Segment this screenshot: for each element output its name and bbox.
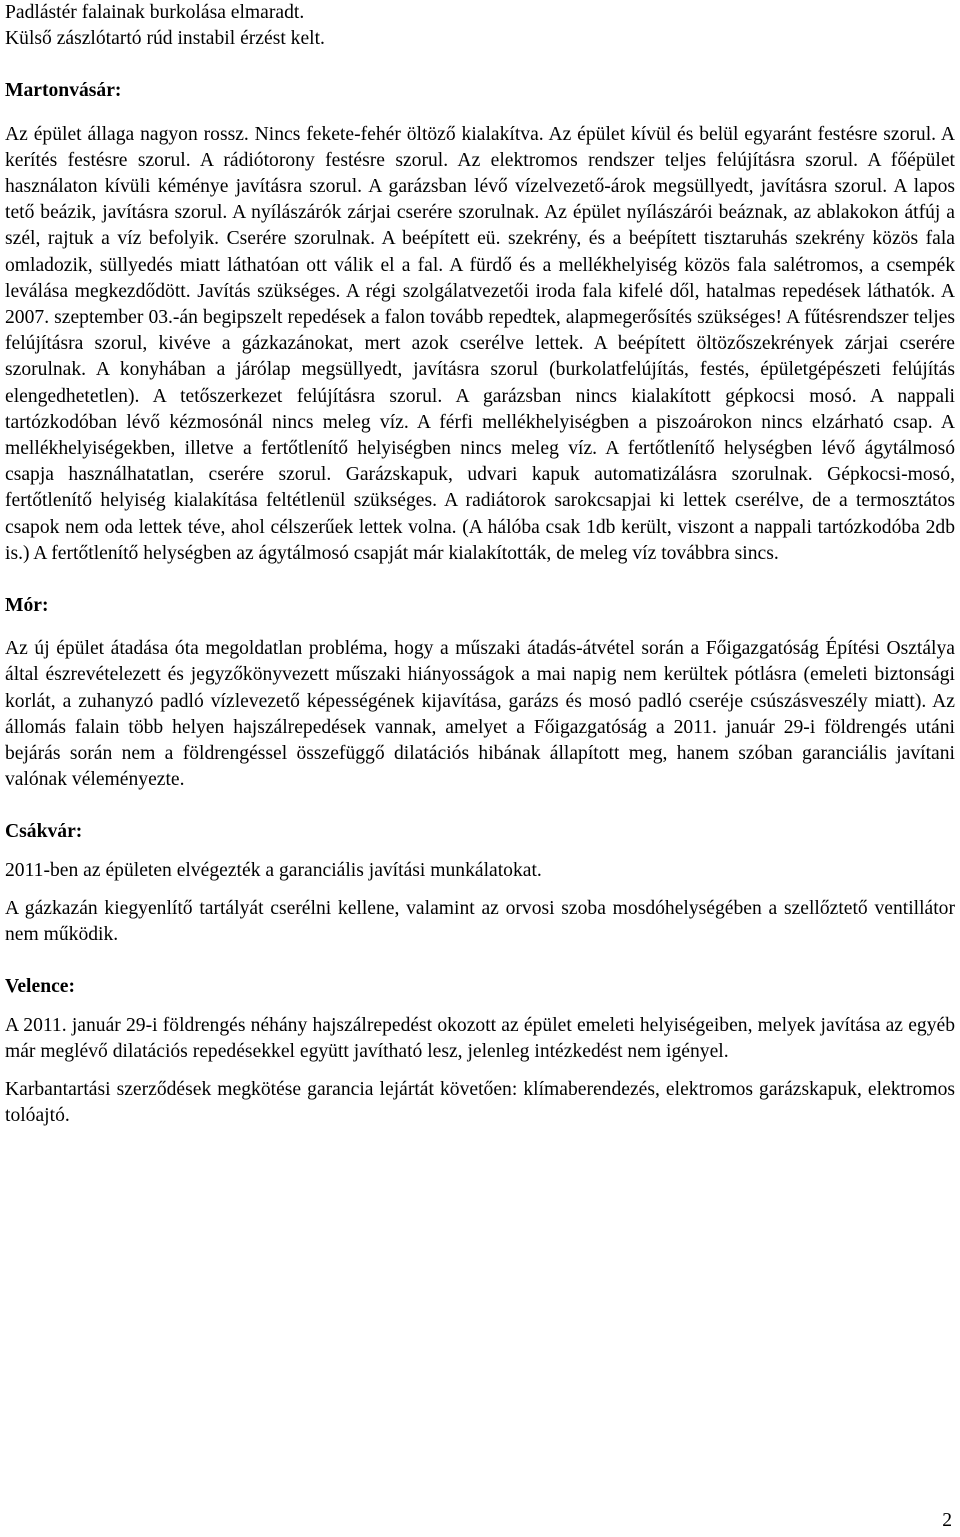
section-paragraph-velence-2: Karbantartási szerződések megkötése garancia lejártát követően: klímaberendezés, elektromos garázskapuk, elektromos tolóajtó. xyxy=(5,1078,955,1127)
intro-line: Padlástér falainak burkolása elmaradt. xyxy=(5,2,305,23)
section-paragraph-csakvar-1: 2011-ben az épületen elvégezték a garanciális javítási munkálatokat. xyxy=(5,859,542,881)
section-paragraph-csakvar-2: A gázkazán kiegyenlítő tartályát cserélni kellene, valamint az orvosi szoba mosdóhelységében a szellőztető ventillátor nem működik. xyxy=(5,897,955,946)
section-paragraph-velence-1: A 2011. január 29-i földrengés néhány hajszálrepedést okozott az épület emeleti helyiségeiben, melyek javítása az egyéb már meglévő dilatációs repedésekkel együtt javítható lesz, jelenleg intézkedést nem igényel. xyxy=(5,1014,955,1062)
section-heading-velence: Velence: xyxy=(5,976,76,998)
document-page xyxy=(5,0,955,1129)
section-paragraph-martonvasar: Az épület állaga nagyon rossz. Nincs fekete-fehér öltöző kialakítva. Az épület kívül és belül egyaránt festésre szorul. A kerítés festésre szorul. A rádiótorony festésre szorul. Az elektromos rendszer teljes felújításra szorul. A főépület használaton kívüli kéménye javításra szorul. A garázsban lévő vízelvezető-árok megsüllyedt, javításra szorul. A lapos tető beázik, javításra szorul. A nyílászárók zárjai cserére szorulnak. Az épület nyílászárói beáznak, az ablakokon átfúj a szél, rajtuk a víz befolyik. Cserére szorulnak. A beépített eü. szekrény, és a beépített tisztaruhás szekrény közös fala omladozik, süllyedés miatt láthatóan ott válik el a fal. A fürdő és a mellékhelyiség közös fala salétromos, a csempék leválása megkezdődött. Javítás szükséges. A régi szolgálatvezetői iroda fala kifelé dől, hatalmas repedések láthatók. A 2007. szeptember 03.-án begipszelt repedések a falon tovább repedtek, alapmegerősítés szükséges! A fűtésrendszer teljes felújításra szorul, kivéve a gázkazánokat, mert azok cserélve lettek. A beépített öltözőszekrények zárjai cserére szorulnak. A konyhában a járólap megsüllyedt, javításra szorul (burkolatfelújítás, festés, épületgépészeti felújítás elengedhetetlen). A tetőszerkezet felújításra szorul. A garázsban nincs kialakított gépkocsi mosó. A nappali tartózkodóban lévő kézmosónál nincs meleg víz. A férfi mellékhelyiségben a piszoárokon nincs elzárható csap. A mellékhelyiségekben, illetve a fertőtlenítő helyiségben nincs meleg víz. A fertőtlenítő helységben lévő ágytálmosó csapja használhatatlan, cserére szorul. Garázskapuk, udvari kapuk automatizálásra szorulnak. Gépkocsi-mosó, fertőtlenítő helyiség kialakítása feltétlenül szükséges. A radiátorok sarokcsapjai ki lettek cserélve, de a termosztátos csapok nem oda lettek téve, ahol célszerűek lettek volna. (A hálóba csak 1db került, viszont a nappali tartózkodóba 2db is.) A fertőtlenítő helységben az ágytálmosó csapját már kialakították, de meleg víz továbbra sincs. xyxy=(5,123,955,564)
intro-line: Külső zászlótartó rúd instabil érzést kelt. xyxy=(5,28,325,50)
section-heading-mor: Mór: xyxy=(5,595,49,617)
page-number: 2 xyxy=(942,1510,952,1531)
section-paragraph-mor: Az új épület átadása óta megoldatlan probléma, hogy a műszaki átadás-átvétel során a Főigazgatóság Építési Osztálya által észrevételezett és jegyzőkönyvezett műszaki hiányosságok a mai napig nem kerültek pótlásra (emeleti biztonsági korlát, a zuhanyzó padló vízlevezető képességének kijavítása, garázs és mosó padló cseréje csúszásveszély miatt). Az állomás falain több helyen hajszálrepedések vannak, amelyet a Főigazgatóság a 2011. január 29-i földrengés utáni bejárás során nem a földrengéssel összefüggő dilatációs hibának állapított meg, hanem szóban garanciális javítani valónak véleményezte. xyxy=(5,638,955,791)
section-heading-martonvasar: Martonvásár: xyxy=(5,80,122,102)
section-heading-csakvar: Csákvár: xyxy=(5,821,83,843)
